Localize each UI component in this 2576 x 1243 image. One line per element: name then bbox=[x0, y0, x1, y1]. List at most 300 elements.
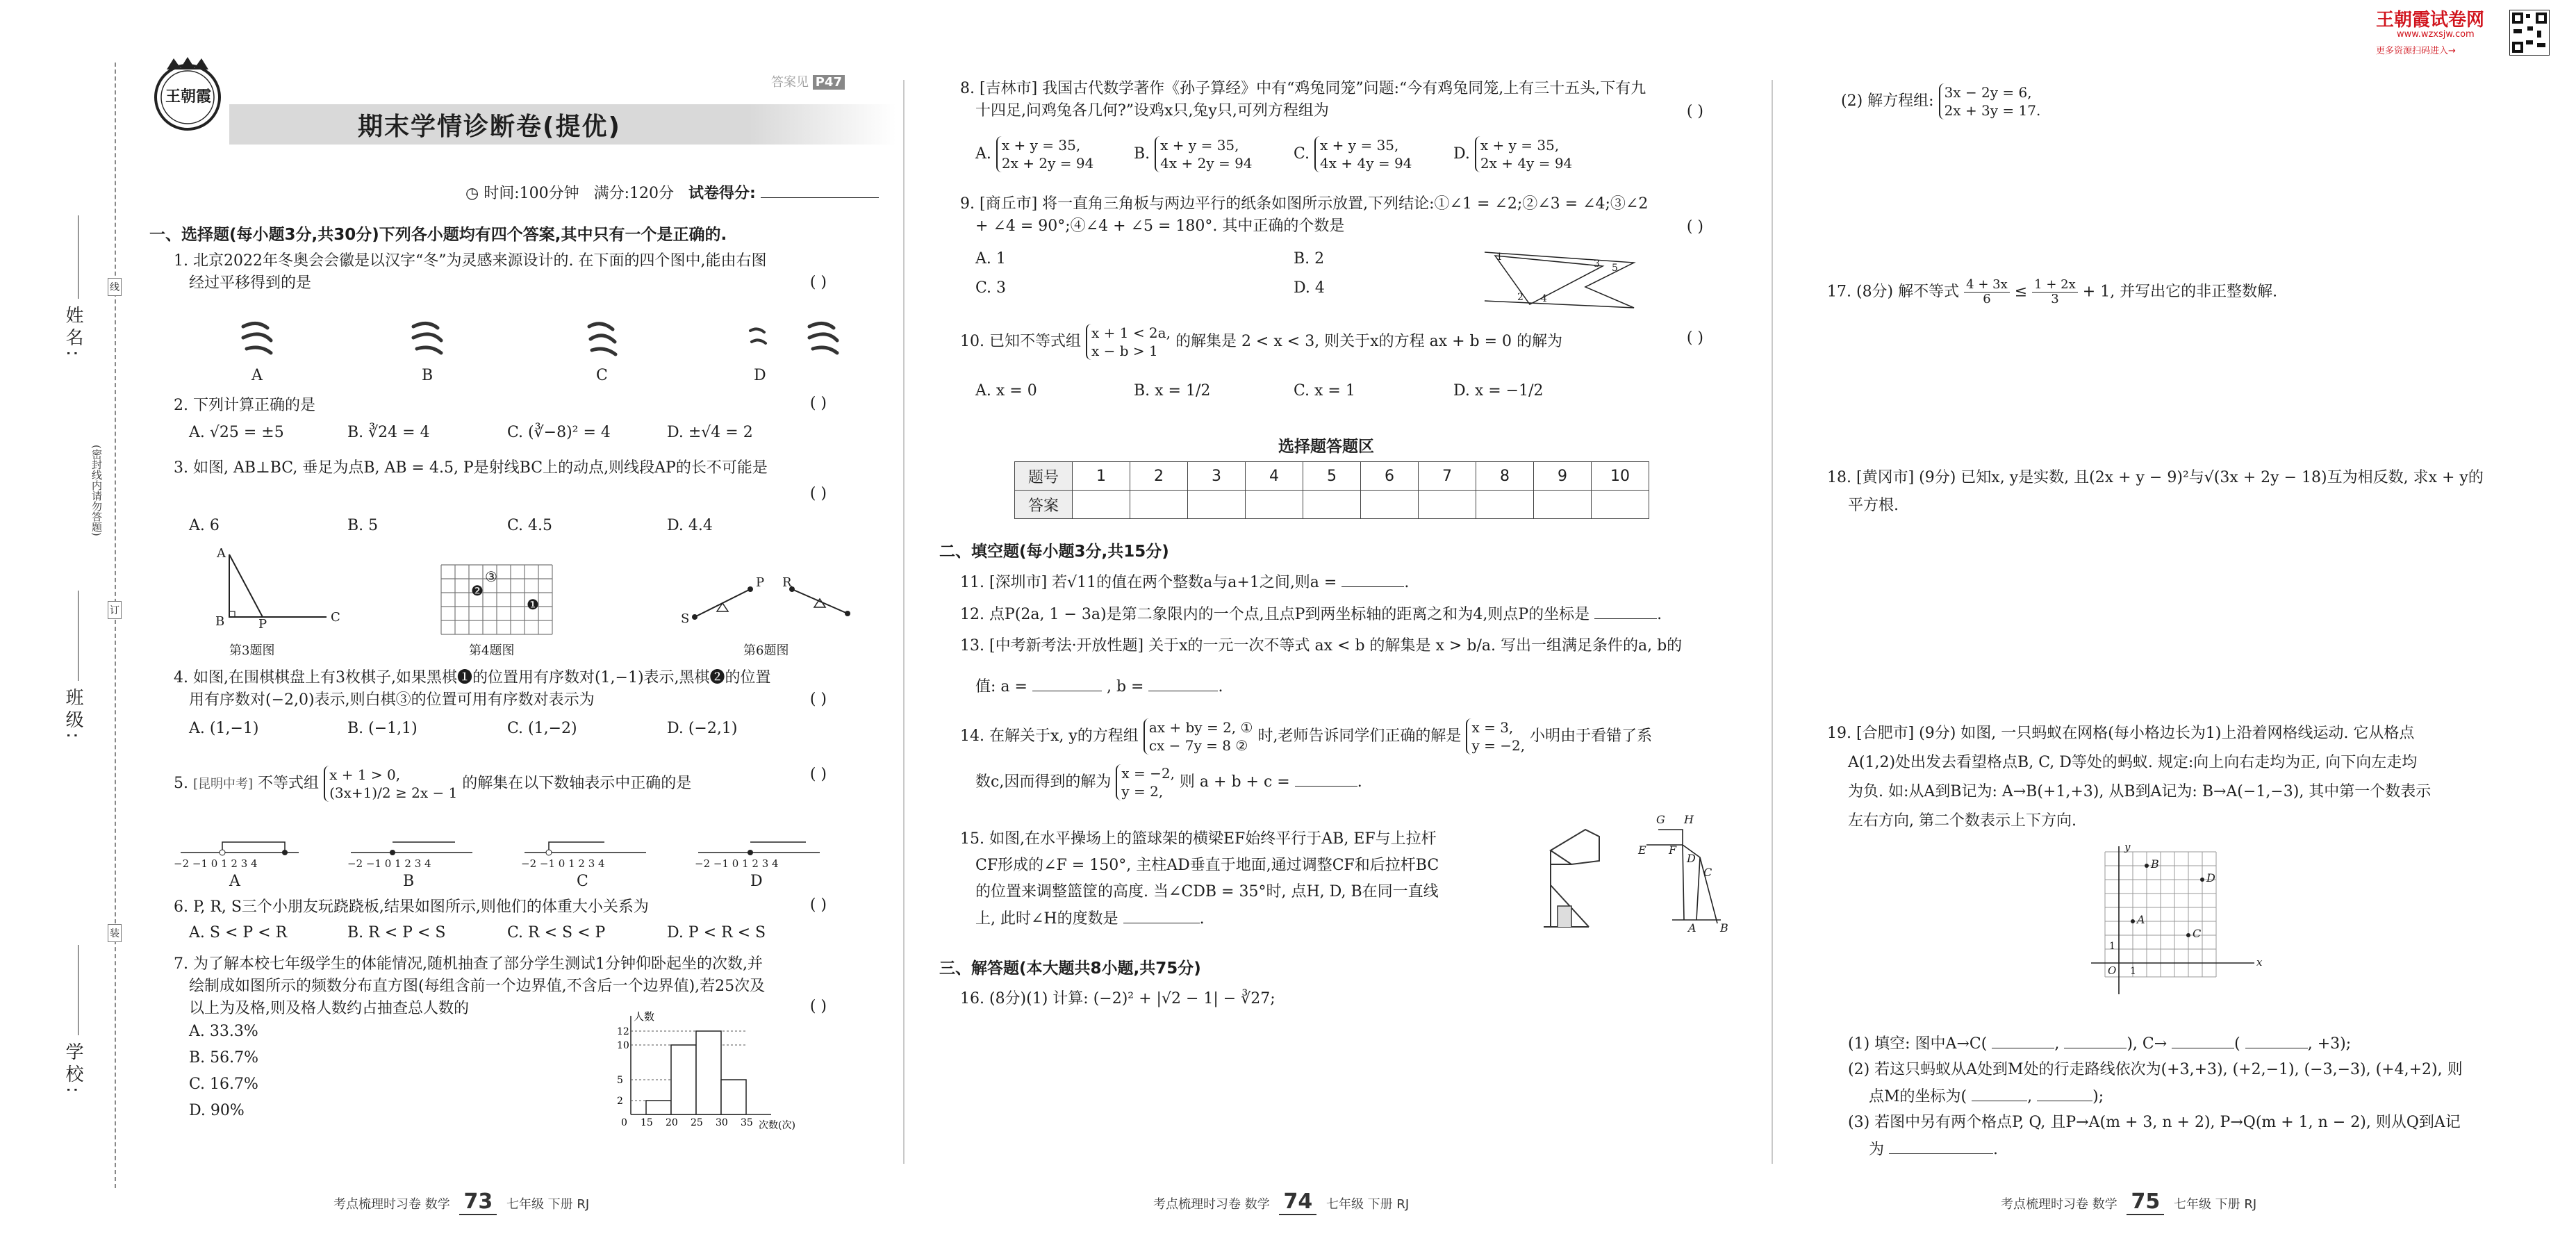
answer-cell[interactable] bbox=[1476, 491, 1534, 519]
question-13 bbox=[960, 635, 1724, 711]
binding-mark: 装 bbox=[108, 924, 122, 942]
q8-option-a-label: A. bbox=[975, 145, 991, 163]
q3-point-p: P bbox=[258, 617, 267, 632]
page-number: 75 bbox=[2127, 1190, 2164, 1215]
q3-point-c: C bbox=[331, 610, 340, 625]
q2-text: 2. 下列计算正确的是 bbox=[174, 397, 315, 414]
q11-text: 11. [深圳市] 若√11的值在两个整数a与a+1之间,则a = bbox=[960, 574, 1337, 591]
q13-text: 13. [中考新考法·开放性题] 关于x的一元一次不等式 ax < b 的解集是 x > b/a. 写出一组满足条件的a, b的 bbox=[960, 637, 1683, 655]
q1-label-c: C bbox=[596, 367, 608, 384]
q19-p2d: ); bbox=[2092, 1088, 2104, 1105]
q19-p3b: 为 bbox=[1869, 1141, 1885, 1158]
q13-b-blank[interactable] bbox=[1148, 675, 1218, 691]
q3-option-b: B. 5 bbox=[347, 517, 379, 534]
q8-d-eq2: 2x + 4y = 94 bbox=[1480, 155, 1573, 172]
q10-prefix: 10. 已知不等式组 bbox=[960, 333, 1081, 350]
q8-a-eq2: 2x + 2y = 94 bbox=[1001, 155, 1094, 172]
q15-text3: 的位置来调整篮筐的高度. 当∠CDB = 35°时, 点H, D, B在同一直线 bbox=[975, 883, 1439, 900]
q7-option-c: C. 16.7% bbox=[189, 1076, 258, 1093]
q14-blank[interactable] bbox=[1295, 771, 1357, 787]
logo-text: 王朝霞 bbox=[165, 88, 212, 106]
q4-option-b: B. (−1,1) bbox=[347, 720, 418, 737]
answer-cell[interactable] bbox=[1303, 491, 1361, 519]
q19-unit-y: 1 bbox=[2109, 941, 2115, 952]
answer-ref-page: P47 bbox=[813, 75, 845, 90]
q11-blank[interactable] bbox=[1341, 571, 1404, 587]
q19-origin: O bbox=[2108, 964, 2117, 977]
q8-text2: 十四足,问鸡兔各几何?”设鸡x只,兔y只,可列方程组为 bbox=[975, 102, 1329, 120]
answer-table-num: 4 bbox=[1246, 462, 1303, 491]
q8-b-eq2: 4x + 2y = 94 bbox=[1160, 155, 1253, 172]
q19-unit-x: 1 bbox=[2130, 966, 2136, 977]
q1-label-a: A bbox=[251, 367, 263, 384]
q14-wr2: y = 2, bbox=[1121, 783, 1164, 800]
question-10 bbox=[960, 320, 1724, 410]
page-divider bbox=[903, 80, 905, 1164]
q19-p2c: , bbox=[2027, 1088, 2033, 1105]
question-16-part-1: 16. (8分)(1) 计算: (−2)² + |√2 − 1| − ∛27; bbox=[960, 990, 1275, 1007]
q15-pt-f: F bbox=[1669, 843, 1677, 857]
q8-answer-paren[interactable]: ( ) bbox=[1686, 103, 1703, 120]
q9-angle-5: 5 bbox=[1612, 263, 1618, 274]
q7-answer-paren[interactable]: ( ) bbox=[809, 998, 827, 1015]
q5-system bbox=[324, 766, 457, 802]
q7-histogram-chart bbox=[597, 1010, 834, 1135]
answer-ref-text: 答案见 bbox=[771, 75, 809, 90]
brand-slogan: 更多资源扫码进入→ bbox=[2376, 46, 2456, 56]
q4-stone-3: ③ bbox=[485, 568, 497, 585]
q1-text2: 经过平移得到的是 bbox=[189, 274, 312, 292]
hist-x-tick: 15 bbox=[641, 1117, 653, 1128]
q10-system bbox=[1086, 324, 1171, 360]
q8-option-a-system bbox=[996, 136, 1093, 172]
section-2-heading: 二、填空题(每小题3分,共15分) bbox=[939, 543, 1169, 561]
time-limit: 时间:100分钟 bbox=[484, 185, 579, 202]
q16-eq1: 3x − 2y = 6, bbox=[1944, 84, 2032, 101]
answer-cell[interactable] bbox=[1361, 491, 1419, 519]
q1-option-a-emblem bbox=[243, 323, 271, 353]
q7-text2: 绘制成如图所示的频数分布直方图(每组含前一个边界值,不含后一个边界值),若25次及 bbox=[189, 978, 766, 995]
q12-blank[interactable] bbox=[1594, 603, 1657, 619]
question-6 bbox=[174, 896, 868, 952]
q8-option-b-label: B. bbox=[1134, 145, 1150, 163]
q8-option-c-system bbox=[1314, 136, 1412, 172]
q8-b-eq1: x + y = 35, bbox=[1160, 137, 1239, 154]
school-label: 学校: bbox=[63, 1042, 83, 1097]
q8-text: 8. [吉林市] 我国古代数学著作《孙子算经》中有“鸡兔同笼”问题:“今有鸡兔同笼,上有三十五头,下有九 bbox=[960, 80, 1646, 97]
answer-table-num: 9 bbox=[1534, 462, 1592, 491]
hist-bar bbox=[721, 1080, 746, 1114]
q8-a-eq1: x + y = 35, bbox=[1001, 137, 1081, 154]
page-74 bbox=[939, 0, 1730, 1243]
q3-answer-paren[interactable]: ( ) bbox=[809, 485, 827, 502]
section-3-heading: 三、解答题(本大题共8小题,共75分) bbox=[939, 960, 1201, 978]
hist-x-tick: 25 bbox=[691, 1117, 703, 1128]
q14-system bbox=[1143, 718, 1253, 755]
footer-page-74 bbox=[1153, 1190, 1409, 1214]
hist-y-tick: 2 bbox=[617, 1096, 623, 1107]
q6-text: 6. P, R, S三个小朋友玩跷跷板,结果如图所示,则他们的体重大小关系为 bbox=[174, 898, 649, 916]
q15-pt-g: G bbox=[1656, 813, 1665, 826]
answer-cell[interactable] bbox=[1592, 491, 1649, 519]
q5-label-d: D bbox=[750, 873, 763, 890]
q6-fig-caption: 第6题图 bbox=[743, 643, 789, 658]
q8-option-c bbox=[1294, 136, 1412, 172]
binding-line bbox=[115, 63, 116, 1188]
q19-p1-end: , +3); bbox=[2307, 1035, 2352, 1053]
answer-table-answer-row bbox=[1015, 491, 1649, 519]
q14-wr1: x = −2, bbox=[1121, 765, 1175, 782]
question-4 bbox=[174, 667, 868, 750]
q10-answer-paren[interactable]: ( ) bbox=[1686, 329, 1703, 347]
q5-label-c: C bbox=[577, 873, 588, 890]
answer-table-num: 7 bbox=[1419, 462, 1476, 491]
q15-basketball-stand-icon bbox=[1530, 823, 1606, 934]
question-8 bbox=[960, 78, 1724, 189]
q19-p1-blank4[interactable] bbox=[2245, 1032, 2308, 1048]
hist-y-tick: 12 bbox=[617, 1026, 629, 1037]
q19-part1 bbox=[1848, 1032, 2351, 1055]
binding-mark: 订 bbox=[108, 601, 122, 619]
q3-option-d: D. 4.4 bbox=[667, 517, 713, 534]
page-number: 73 bbox=[459, 1190, 497, 1215]
q9-answer-paren[interactable]: ( ) bbox=[1686, 218, 1703, 236]
q5-label-b: B bbox=[403, 873, 415, 890]
q4-fig-caption: 第4题图 bbox=[469, 643, 515, 658]
q14-eq1: ax + by = 2, ① bbox=[1148, 719, 1253, 736]
question-3 bbox=[174, 457, 868, 666]
q14-prefix: 14. 在解关于x, y的方程组 bbox=[960, 727, 1139, 745]
q17-text-a: 17. (8分) 解不等式 bbox=[1827, 283, 1960, 301]
q10-text: 的解集是 2 < x < 3, 则关于x的方程 ax + b = 0 的解为 bbox=[1175, 333, 1563, 350]
question-16-part-2 bbox=[1841, 83, 2040, 120]
q7-option-a: A. 33.3% bbox=[189, 1023, 258, 1040]
question-19 bbox=[1827, 723, 2536, 1167]
q10-eq2: x − b > 1 bbox=[1091, 343, 1158, 359]
q13-b-label: , b = bbox=[1106, 678, 1144, 695]
q5-answer-paren[interactable]: ( ) bbox=[809, 766, 827, 783]
q14-line2b: 则 a + b + c = bbox=[1179, 773, 1290, 791]
answer-table-num: 8 bbox=[1476, 462, 1534, 491]
footer-page-73 bbox=[333, 1190, 589, 1214]
q8-option-b-system bbox=[1155, 136, 1252, 172]
q13-line2: 值: a = , b = . bbox=[960, 675, 1724, 698]
q14-sol2: y = −2, bbox=[1471, 737, 1526, 754]
q15-pt-c: C bbox=[1703, 866, 1712, 879]
q14-sol1: x = 3, bbox=[1471, 719, 1514, 736]
section-1-heading: 一、选择题(每小题3分,共30分)下列各小题均有四个答案,其中只有一个是正确的. bbox=[149, 226, 727, 244]
hist-bar bbox=[671, 1045, 696, 1114]
question-7 bbox=[174, 953, 868, 1162]
exam-meta bbox=[465, 182, 879, 205]
q15-text2: CF形成的∠F = 150°, 主柱AD垂直于地面,通过调整CF和后拉杆BC bbox=[975, 857, 1439, 874]
q1-option-b-emblem bbox=[413, 323, 441, 353]
q19-point-a: A bbox=[2137, 913, 2145, 926]
q5-label-a: A bbox=[229, 873, 240, 890]
q18-text2: 平方根. bbox=[1848, 497, 1899, 514]
hist-xlabel: 次数(次) bbox=[759, 1120, 795, 1131]
q17-text-b: + 1, 并写出它的非正整数解. bbox=[2082, 283, 2278, 301]
page-73 bbox=[118, 0, 868, 1243]
q16-system bbox=[1939, 83, 2041, 120]
q4-answer-paren[interactable]: ( ) bbox=[809, 691, 827, 708]
q10-option-c: C. x = 1 bbox=[1294, 382, 1355, 400]
brand-url: www.wzxsjw.com bbox=[2397, 29, 2475, 40]
q6-option-c: C. R < S < P bbox=[507, 924, 606, 941]
hist-x-tick: 35 bbox=[741, 1117, 753, 1128]
q9-angle-1: 1 bbox=[1496, 252, 1503, 263]
question-18 bbox=[1827, 467, 2536, 522]
q19-text4: 左右方向, 第二个数表示上下方向. bbox=[1848, 812, 2077, 830]
q5-text-a: 不等式组 bbox=[258, 775, 320, 792]
footer-right: 七年级 下册 RJ bbox=[2173, 1197, 2257, 1212]
question-5 bbox=[174, 752, 868, 891]
q4-option-a: A. (1,−1) bbox=[189, 720, 259, 737]
q9-option-b: B. 2 bbox=[1294, 250, 1325, 267]
q5-eq1: x + 1 > 0, bbox=[329, 766, 401, 783]
q8-option-c-label: C. bbox=[1294, 145, 1310, 163]
q4-text2: 用有序数对(−2,0)表示,则白棋③的位置可用有序数对表示为 bbox=[189, 691, 595, 709]
class-label: 班级: bbox=[63, 688, 83, 743]
q8-option-d-system bbox=[1475, 136, 1572, 172]
q3-point-b: B bbox=[215, 614, 225, 629]
answer-cell[interactable] bbox=[1534, 491, 1592, 519]
q15-pt-a: A bbox=[1688, 921, 1696, 935]
q17-f1-num: 4 + 3x bbox=[1964, 278, 2010, 293]
q5-axis-a: −2 −1 0 1 2 3 4 bbox=[174, 857, 258, 870]
question-9 bbox=[960, 193, 1724, 311]
q8-c-eq2: 4x + 4y = 94 bbox=[1320, 155, 1412, 172]
q9-angle-3: 3 bbox=[1594, 258, 1600, 270]
q17-f1-den: 6 bbox=[1983, 292, 1991, 306]
q2-option-c: C. (∛−8)² = 4 bbox=[507, 424, 611, 441]
q4-stone-1: ❶ bbox=[527, 596, 539, 613]
q8-d-eq1: x + y = 35, bbox=[1480, 137, 1560, 154]
q1-label-b: B bbox=[422, 367, 434, 384]
q19-text3: 为负. 如:从A到B记为: A→B(+1,+3), 从B到A记为: B→A(−1,−3), 其中第一个数表示 bbox=[1848, 783, 2431, 800]
footer-left: 考点梳理时习卷 数学 bbox=[1153, 1197, 1270, 1212]
q1-reference-emblem bbox=[809, 323, 837, 353]
question-15 bbox=[960, 813, 1728, 946]
q15-blank[interactable] bbox=[1123, 907, 1200, 923]
answer-table-num: 5 bbox=[1303, 462, 1361, 491]
hist-y-tick: 5 bbox=[617, 1075, 623, 1086]
q17-fraction-left bbox=[1964, 278, 2010, 306]
q15-pt-d: D bbox=[1687, 852, 1696, 865]
q1-label-d: D bbox=[754, 367, 766, 384]
q7-option-b: B. 56.7% bbox=[189, 1049, 259, 1067]
q2-option-b: B. ∛24 = 4 bbox=[347, 424, 430, 441]
answer-table-num: 2 bbox=[1130, 462, 1188, 491]
q17-fraction-right bbox=[2032, 278, 2078, 306]
q14-tail: 小明由于看错了系 bbox=[1530, 727, 1653, 745]
question-11: 11. [深圳市] 若√11的值在两个整数a与a+1之间,则a = . bbox=[960, 571, 1409, 594]
q4-option-c: C. (1,−2) bbox=[507, 720, 577, 737]
footer-left: 考点梳理时习卷 数学 bbox=[333, 1197, 450, 1212]
question-1 bbox=[174, 250, 868, 389]
q18-text: 18. [黄冈市] (9分) 已知x, y是实数, 且(2x + y − 9)²与√(3x + 2y − 18)互为相反数, 求x + y的 bbox=[1827, 469, 2484, 486]
q1-option-d-emblem bbox=[750, 329, 766, 343]
q9-text2: + ∠4 = 90°;④∠4 + ∠5 = 180°. 其中正确的个数是 bbox=[975, 217, 1345, 235]
q19-p1-text: (1) 填空: 图中A→C( bbox=[1848, 1035, 1988, 1053]
answer-cell[interactable] bbox=[1419, 491, 1476, 519]
q5-line bbox=[174, 766, 691, 802]
q10-option-a: A. x = 0 bbox=[975, 382, 1037, 400]
q19-p2b: 点M的坐标为( bbox=[1869, 1088, 1967, 1105]
q19-p1-blank2[interactable] bbox=[2064, 1032, 2127, 1048]
clock-icon: ◷ bbox=[465, 185, 479, 202]
q15-text4: 上, 此时∠H的度数是 bbox=[975, 910, 1118, 928]
q3-text: 3. 如图, AB⊥BC, 垂足为点B, AB = 4.5, P是射线BC上的动点,则线段AP的长不可能是 bbox=[174, 459, 768, 477]
q15-pt-h: H bbox=[1684, 813, 1694, 826]
q4-option-d: D. (−2,1) bbox=[667, 720, 738, 737]
page-divider bbox=[1772, 80, 1773, 1164]
hist-bar bbox=[696, 1031, 721, 1114]
footer-page-75 bbox=[2001, 1190, 2256, 1214]
answer-cell[interactable] bbox=[1073, 491, 1130, 519]
q13-a-label: 值: a = bbox=[975, 678, 1027, 695]
q9-option-a: A. 1 bbox=[975, 250, 1006, 267]
answer-table-num: 3 bbox=[1188, 462, 1246, 491]
q19-part3: (3) 若图中另有两个格点P, Q, 且P→A(m + 3, n + 2), P→Q(m + 1, n − 2), 则从Q到A记 bbox=[1848, 1114, 2461, 1131]
q8-option-a bbox=[975, 136, 1093, 172]
q9-angle-4: 4 bbox=[1541, 293, 1547, 304]
q19-part2: (2) 若这只蚂蚁从A处到M处的行走路线依次为(+3,+3), (+2,−1), (−3,−3), (+4,+2), 则 bbox=[1848, 1061, 2463, 1078]
q14-line2a: 数c,因而得到的解为 bbox=[975, 773, 1112, 791]
answer-ref bbox=[771, 72, 845, 90]
q1-answer-paren[interactable]: ( ) bbox=[809, 274, 827, 291]
q19-p3-blank[interactable] bbox=[1889, 1138, 1993, 1154]
q19-p1-text2: ), C→ bbox=[2127, 1035, 2168, 1053]
q1-options-figure bbox=[174, 314, 868, 363]
q3-point-a: A bbox=[217, 546, 226, 561]
hist-x-tick: 30 bbox=[716, 1117, 728, 1128]
hist-ylabel: 人数 bbox=[634, 1010, 655, 1023]
class-underline bbox=[78, 591, 79, 681]
q9-figure bbox=[1481, 249, 1641, 311]
q5-axis-c: −2 −1 0 1 2 3 4 bbox=[521, 857, 605, 870]
q15-text4-row: 上, 此时∠H的度数是 . bbox=[960, 907, 1724, 930]
q19-p2-blank2[interactable] bbox=[2037, 1085, 2092, 1101]
q4-stone-2: ❷ bbox=[471, 582, 484, 599]
q16-eq2: 2x + 3y = 17. bbox=[1944, 102, 2041, 119]
q4-text: 4. 如图,在围棋棋盘上有3枚棋子,如果黑棋❶的位置用有序数对(1,−1)表示,黑棋❷的位置 bbox=[174, 669, 771, 686]
question-2 bbox=[174, 395, 868, 450]
q6-person-p: P bbox=[756, 575, 765, 590]
q19-p1-comma: , bbox=[2054, 1035, 2060, 1053]
question-14 bbox=[960, 718, 1724, 823]
answer-cell[interactable] bbox=[1246, 491, 1303, 519]
q17-f2-den: 3 bbox=[2051, 292, 2059, 306]
q14-solution bbox=[1466, 718, 1525, 755]
q15-text: 15. 如图,在水平操场上的篮球架的横梁EF始终平行于AB, EF与上拉杆 bbox=[960, 830, 1437, 848]
q6-option-b: B. R < P < S bbox=[347, 924, 446, 941]
q14-mid: 时,老师告诉同学们正确的解是 bbox=[1257, 727, 1462, 745]
footer-right: 七年级 下册 RJ bbox=[506, 1197, 590, 1212]
score-field-blank[interactable] bbox=[761, 182, 879, 198]
q19-p1-blank3[interactable] bbox=[2172, 1032, 2234, 1048]
q19-p1-open: ( bbox=[2234, 1035, 2240, 1053]
q7-text: 7. 为了解本校七年级学生的体能情况,随机抽查了部分学生测试1分钟仰卧起坐的次数,并 bbox=[174, 955, 763, 973]
hist-x-tick: 20 bbox=[666, 1117, 678, 1128]
question-12: 12. 点P(2a, 1 − 3a)是第二象限内的一个点,且点P到两坐标轴的距离之和为4,则点P的坐标是 . bbox=[960, 603, 1662, 626]
q6-person-s: S bbox=[681, 611, 690, 626]
answer-table-num: 6 bbox=[1361, 462, 1419, 491]
brand-site-name: 王朝霞试卷网 bbox=[2376, 10, 2485, 31]
answer-table-num: 1 bbox=[1073, 462, 1130, 491]
q6-option-a: A. S < P < R bbox=[189, 924, 288, 941]
q5-source: [昆明中考] bbox=[193, 777, 254, 791]
q9-text: 9. [商丘市] 将一直角三角板与两边平行的纸条如图所示放置,下列结论:①∠1 = ∠2;②∠3 = ∠4;③∠2 bbox=[960, 195, 1649, 213]
q1-text: 1. 北京2022年冬奥会会徽是以汉字“冬”为灵感来源设计的. 在下面的四个图中,能由右图 bbox=[174, 252, 767, 270]
q19-p1-blank1[interactable] bbox=[1992, 1032, 2054, 1048]
q5-axis-d: −2 −1 0 1 2 3 4 bbox=[695, 857, 779, 870]
q6-seesaw-figure bbox=[688, 575, 861, 631]
q15-pt-e: E bbox=[1638, 843, 1646, 857]
q3-option-a: A. 6 bbox=[189, 517, 220, 534]
q17-le: ≤ bbox=[2014, 283, 2028, 301]
q10-option-d: D. x = −1/2 bbox=[1453, 382, 1544, 400]
q15-pt-b: B bbox=[1720, 921, 1728, 935]
school-underline bbox=[78, 945, 79, 1035]
q13-a-blank[interactable] bbox=[1032, 675, 1102, 691]
q14-line2: 数c,因而得到的解为 x = −2, y = 2, 则 a + b + c = . bbox=[975, 765, 1362, 800]
q19-point-d: D bbox=[2206, 871, 2215, 884]
binding-mark: 线 bbox=[108, 278, 122, 296]
q5-text-b: 的解集在以下数轴表示中正确的是 bbox=[462, 775, 692, 792]
footer-left: 考点梳理时习卷 数学 bbox=[2001, 1197, 2117, 1212]
answer-table-head: 题号 bbox=[1015, 462, 1073, 491]
q6-answer-paren[interactable]: ( ) bbox=[809, 896, 827, 914]
q19-point-c: C bbox=[2193, 927, 2202, 940]
answer-table-number-row bbox=[1015, 462, 1649, 491]
q14-line1 bbox=[960, 718, 1724, 755]
q19-p2-blank1[interactable] bbox=[1972, 1085, 2027, 1101]
full-score: 满分:120分 bbox=[593, 185, 674, 202]
page-number: 74 bbox=[1279, 1190, 1316, 1215]
binding-note: (密封线内请勿答题) bbox=[90, 445, 103, 536]
q9-option-d: D. 4 bbox=[1294, 279, 1325, 297]
q5-number: 5. bbox=[174, 775, 188, 792]
q14-eq2: cx − 7y = 8 ② bbox=[1148, 737, 1248, 754]
q9-angle-2: 2 bbox=[1517, 292, 1524, 303]
q10-option-b: B. x = 1/2 bbox=[1134, 382, 1211, 400]
q8-option-b bbox=[1134, 136, 1253, 172]
q5-eq2: (3x+1)/2 ≥ 2x − 1 bbox=[329, 784, 458, 801]
page-75 bbox=[1827, 0, 2550, 1243]
question-17 bbox=[1827, 278, 2277, 306]
q7-text3: 以上为及格,则及格人数约占抽查总人数的 bbox=[189, 1000, 469, 1017]
q19-text2: A(1,2)处出发去看望格点B, C, D等处的蚂蚁. 规定:向上向右走均为正, 向下向左走均 bbox=[1848, 754, 2418, 771]
q19-axis-x: x bbox=[2256, 956, 2263, 969]
q2-answer-paren[interactable]: ( ) bbox=[809, 395, 827, 412]
q8-c-eq1: x + y = 35, bbox=[1320, 137, 1399, 154]
name-label: 姓名: bbox=[63, 306, 83, 361]
hist-origin: 0 bbox=[621, 1117, 627, 1128]
hist-y-tick: 10 bbox=[617, 1040, 629, 1051]
answer-cell[interactable] bbox=[1188, 491, 1246, 519]
answer-cell[interactable] bbox=[1130, 491, 1188, 519]
name-underline bbox=[78, 215, 79, 299]
q10-eq1: x + 1 < 2a, bbox=[1091, 324, 1171, 341]
q6-option-d: D. P < R < S bbox=[667, 924, 766, 941]
q6-person-r: R bbox=[782, 575, 792, 590]
q12-text: 12. 点P(2a, 1 − 3a)是第二象限内的一个点,且点P到两坐标轴的距离之和为4,则点P的坐标是 bbox=[960, 606, 1590, 623]
q17-f2-num: 1 + 2x bbox=[2032, 278, 2078, 293]
q3-fig-caption: 第3题图 bbox=[229, 643, 275, 658]
q19-part2-line2 bbox=[1869, 1085, 2104, 1108]
q19-point-b: B bbox=[2151, 857, 2159, 871]
